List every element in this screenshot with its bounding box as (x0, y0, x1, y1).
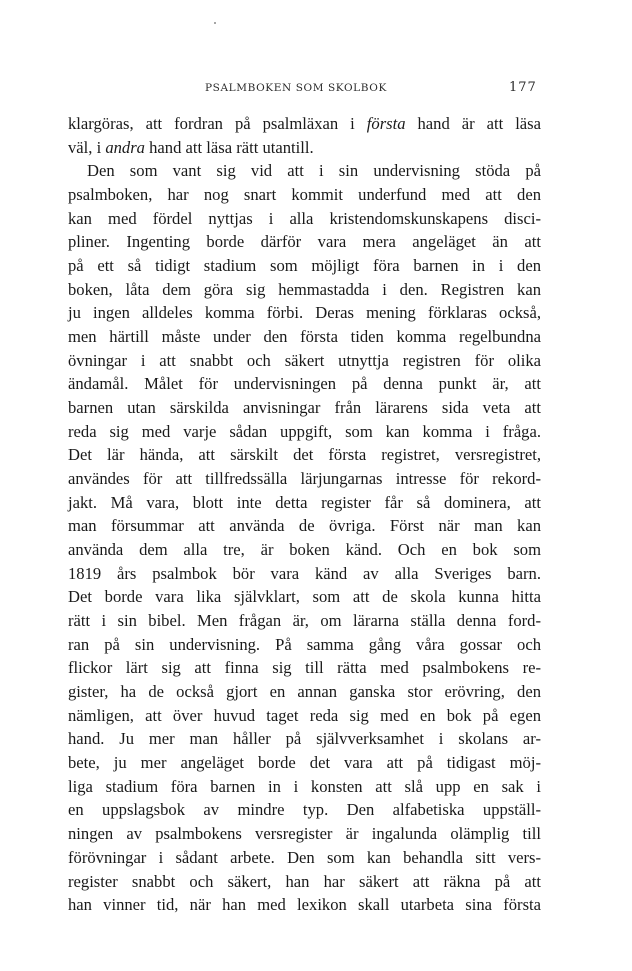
text-line: Det borde vara lika självklart, som att de skola kunna hitta (68, 587, 541, 607)
body-text (68, 112, 541, 917)
emphasis: första (366, 114, 406, 133)
text-line: förövningar i sådant arbete. Den som kan behandla sitt vers- (68, 847, 541, 867)
text-line: hand. Ju mer man håller på självverksamhet i skolans ar- (68, 729, 541, 749)
text-line: psalmboken, har nog snart kommit underfund med att den (68, 185, 541, 205)
page-number: 177 (509, 80, 537, 95)
text-line: kan med fördel nyttjas i alla kristendomskunskapens disci- (68, 208, 541, 228)
text-line: man försummar att använda de övriga. Först när man kan (68, 516, 541, 536)
text-line: rätt i sin bibel. Men frågan är, om lärarna ställa denna ford- (68, 611, 541, 631)
text-line: väl, i andra hand att läsa rätt utantill. (68, 137, 314, 157)
text-line: övningar i att snabbt och säkert utnyttja registren för olika (68, 350, 541, 370)
text-line: ran på sin undervisning. På samma gång våra gossar och (68, 634, 541, 654)
text-line: klargöras, att fordran på psalmläxan i första hand är att läsa (68, 114, 541, 133)
text-line: liga stadium föra barnen in i konsten att slå upp en sak i (68, 776, 541, 796)
text-line: jakt. Må vara, blott inte detta register får så dominera, att (68, 492, 541, 512)
text-line: boken, låta dem göra sig hemmastadda i den. Registren kan (68, 279, 541, 299)
text-line: 1819 års psalmbok bör vara känd av alla Sveriges barn. (68, 563, 541, 583)
text-line: gister, ha de också gjort en annan ganska stor erövring, den (68, 682, 541, 702)
text-line: ändamål. Målet för undervisningen på denna punkt är, att (68, 374, 541, 394)
text-line: men härtill måste under den första tiden komma regelbundna (68, 327, 541, 347)
text-line: Det lär hända, att särskilt det första registret, versregistret, (68, 445, 541, 465)
text-line: ningen av psalmbokens versregister är ingalunda olämplig till (68, 824, 541, 844)
text-line: han vinner tid, när han med lexikon skall utarbeta sina första (68, 895, 541, 915)
text-line: reda sig med varje sådan uppgift, som kan komma i fråga. (68, 421, 541, 441)
text-line: en uppslagsbok av mindre typ. Den alfabetiska uppställ- (68, 800, 541, 820)
text-line: användes för att tillfredssälla lärjungarnas intresse för rekord- (68, 469, 541, 489)
text-line: nämligen, att över huvud taget reda sig med en bok på egen (68, 705, 541, 725)
text-line: barnen utan särskilda anvisningar från lärarens sida veta att (68, 398, 541, 418)
text-line: register snabbt och säkert, han har säkert att räkna på att (68, 871, 541, 891)
text-line: bete, ju mer angeläget borde det vara att på tidigast möj- (68, 753, 541, 773)
text-line: ju ingen alldeles komma förbi. Deras mening förklaras också, (68, 303, 541, 323)
text-line: flickor lärt sig att finna sig till rätta med psalmbokens re- (68, 658, 541, 678)
text-line: pliner. Ingenting borde därför vara mera angeläget än att (68, 232, 541, 252)
emphasis: andra (105, 137, 145, 157)
running-title: PSALMBOKEN SOM SKOLBOK (205, 82, 387, 94)
text-line: använda dem alla tre, är boken känd. Och en bok som (68, 540, 541, 560)
text-line: på ett så tidigt stadium som möjligt föra barnen in i den (68, 256, 541, 276)
paper-speck (214, 22, 216, 24)
text-line: Den som vant sig vid att i sin undervisning stöda på (87, 161, 541, 181)
